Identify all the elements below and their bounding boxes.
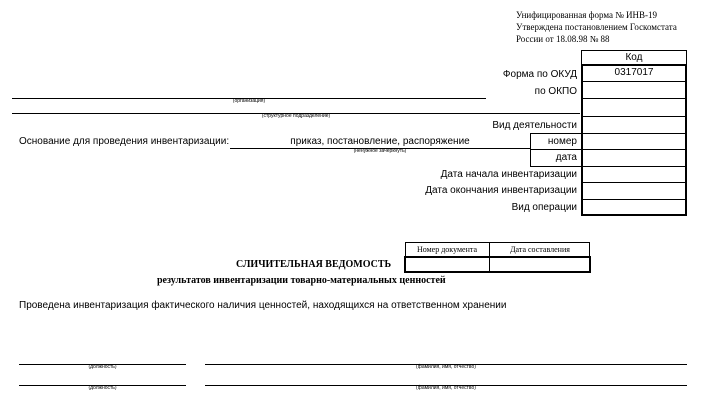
inventory-statement: Проведена инвентаризация фактического наличия ценностей, находящихся на ответственном хранении (19, 300, 507, 311)
form-code-line: Унифицированная форма № ИНВ-19 (516, 10, 658, 20)
code-row-divider (581, 98, 687, 99)
basis-caption: (ненужное зачеркнуть) (353, 148, 407, 154)
doc-date-label: дата (555, 152, 577, 163)
document-number-header: Номер документа (416, 245, 477, 254)
approval-line: Утверждена постановлением Госкомстата (516, 22, 677, 32)
code-header-cell (581, 50, 687, 65)
form-approval-note (516, 9, 677, 45)
code-header-label: Код (625, 52, 643, 63)
form-subtitle: результатов инвентаризации товарно-материальных ценностей (157, 275, 446, 286)
code-row-divider (581, 149, 687, 150)
doc-number-label: номер (547, 136, 577, 147)
activity-label: Вид деятельности (492, 120, 577, 131)
structural-unit-caption: (структурное подразделение) (261, 113, 331, 119)
document-table-value-row (404, 256, 591, 273)
basis-label: Основание для проведения инвентаризации: (19, 136, 230, 147)
okud-code-value: 0317017 (614, 67, 654, 78)
code-row-divider (581, 166, 687, 167)
approval-date-line: России от 18.08.98 № 88 (516, 34, 610, 44)
basis-value: приказ, постановление, распоряжение (290, 136, 470, 147)
full-name-caption: (фамилия, имя, отчество) (416, 364, 476, 370)
basis-doc-divider (530, 149, 582, 150)
code-row-divider (581, 182, 687, 183)
full-name-caption: (фамилия, имя, отчество) (416, 385, 476, 391)
code-row-divider (581, 133, 687, 134)
position-caption: (должность) (88, 385, 117, 391)
code-row-divider (581, 199, 687, 200)
code-column (581, 64, 687, 216)
form-title: СЛИЧИТЕЛЬНАЯ ВЕДОМОСТЬ (236, 259, 392, 270)
okud-label: Форма по ОКУД (502, 69, 577, 80)
code-row-divider (581, 81, 687, 82)
document-date-header: Дата составления (510, 245, 570, 254)
okpo-label: по ОКПО (534, 86, 577, 97)
end-date-label: Дата окончания инвентаризации (425, 185, 577, 196)
code-row-divider (581, 116, 687, 117)
operation-label: Вид операции (511, 202, 577, 213)
organization-caption: (организация) (232, 98, 266, 104)
start-date-label: Дата начала инвентаризации (440, 169, 577, 180)
position-caption: (должность) (88, 364, 117, 370)
